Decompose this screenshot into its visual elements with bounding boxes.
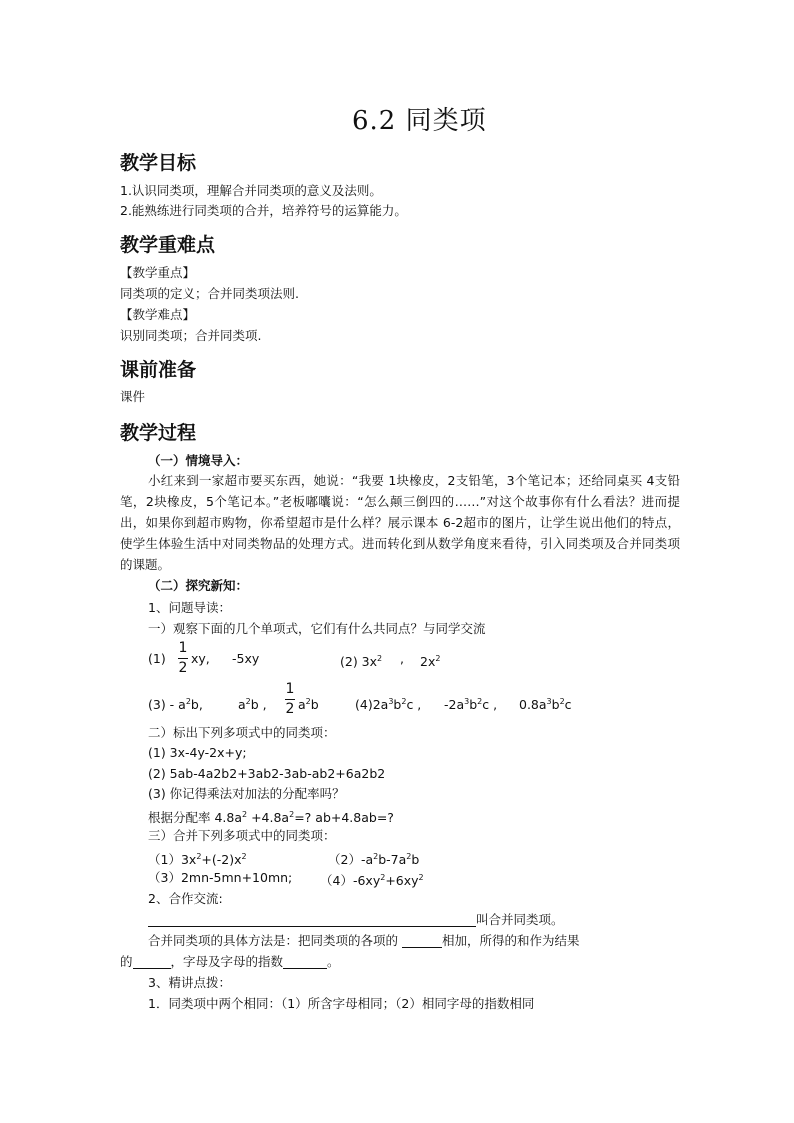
question-2-item-4: 根据分配率 $4.8a^2 +4.8a^2=$? ab+4.8ab=? xyxy=(148,810,394,825)
question-2-item-1: (1) 3x-4y-2x+y; xyxy=(148,745,247,760)
fraction-1-denominator: 2 xyxy=(178,660,188,676)
fill-blank-result[interactable] xyxy=(133,954,171,969)
row1-separator: , xyxy=(400,651,404,666)
cooperation-title: 2、合作交流: xyxy=(148,891,223,906)
difficulty-text: 识别同类项；合并同类项. xyxy=(120,328,262,343)
goal-item-2: 2.能熟练进行同类项的合并，培养符号的运算能力。 xyxy=(120,203,407,218)
tips-title: 3、精讲点拨： xyxy=(148,975,231,990)
row1-term-c: (2) $3x^2$ xyxy=(340,654,383,669)
focus-text: 同类项的定义；合并同类项法则. xyxy=(120,286,299,301)
keypoints-heading: 教学重难点 xyxy=(120,234,216,256)
fraction-1-numerator: 1 xyxy=(178,640,188,656)
row1-term-a: xy, xyxy=(191,651,210,666)
fill-blank-definition[interactable] xyxy=(148,912,476,927)
prep-heading: 课前准备 xyxy=(120,359,197,381)
question-3: 三）合并下列多项式中的同类项： xyxy=(148,828,336,843)
question-2: 二）标出下列多项式中的同类项： xyxy=(148,725,336,740)
cooperation-blank-line: 叫合并同类项。 xyxy=(148,911,564,929)
row2-term-c: $a^2b$ xyxy=(298,697,319,712)
prep-text: 课件 xyxy=(120,389,146,404)
tips-item-1: 1．同类项中两个相同：（1）所含字母相同；（2）相同字母的指数相同 xyxy=(148,996,535,1011)
row1-term-d: $2x^2$ xyxy=(420,654,441,669)
row1-prefix: (1) xyxy=(148,651,166,666)
row2-term-f: $0.8a^3b^2c$ xyxy=(519,697,572,712)
focus-label: 【教学重点】 xyxy=(120,265,196,280)
row2-term-b: $a^2b$ , xyxy=(238,697,267,712)
difficulty-label: 【教学难点】 xyxy=(120,307,196,322)
fraction-2-bar xyxy=(285,699,295,700)
fill-blank-coefficient[interactable] xyxy=(402,933,442,948)
row2-term-e: $-2a^3b^2c$ , xyxy=(444,697,498,712)
part1-paragraph: 小红来到一家超市要买东西，她说：“我要 1块橡皮，2支铅笔，3个笔记本；还给同桌买 4支铅笔，2块橡皮，5个笔记本。”老板嘟囔说：“怎么颠三倒四的……”对这个故事你有什么看法？进而提出，如果你到超市购物，你希望超市是什么样？展示课本 6-2超市的图片，让学生说出他们的特点，使学生体验生活中对同类物品的处理方式。进而转化到从数学角度来看待，引入同类项及合并同类项的课题。 xyxy=(120,473,680,572)
question-3-item-4: $(4)-6xy^2+6xy^2$ xyxy=(320,873,424,888)
question-2-item-2: (2) 5ab-4a2b2+3ab2-3ab-ab2+6a2b2 xyxy=(148,766,386,781)
question-3-item-3: （3）2mn-5mn+10mn; xyxy=(148,870,293,885)
fraction-1-bar xyxy=(178,658,188,659)
question-3-item-1: $(1)3x^2+(-2)x^2$ xyxy=(148,852,247,867)
fraction-2-numerator: 1 xyxy=(285,681,295,697)
goals-heading: 教学目标 xyxy=(120,152,197,174)
row2-term-a: $(3) - a^2b$, xyxy=(148,697,203,712)
question-3-item-2: $(2)-a^2b-7a^2b$ xyxy=(328,852,420,867)
page-title: 6.2 同类项 xyxy=(352,106,487,136)
question-1: 一）观察下面的几个单项式，它们有什么共同点？与同学交流 xyxy=(148,621,486,636)
cooperation-method-line1: 合并同类项的具体方法是：把同类项的各项的 相加，所得的和作为结果 xyxy=(148,933,580,948)
row2-term-d: $(4)2a^3b^2c$ , xyxy=(355,697,422,712)
fill-blank-exponent[interactable] xyxy=(283,954,327,969)
goal-item-1: 1.认识同类项，理解合并同类项的意义及法则。 xyxy=(120,183,382,198)
question-2-item-3: (3) 你记得乘法对加法的分配率吗？ xyxy=(148,786,345,801)
cooperation-method-line2: 的 ，字母及字母的指数 。 xyxy=(120,954,340,969)
part1-label: （一）情境导入： xyxy=(148,453,249,468)
row1-term-b: -5xy xyxy=(232,651,260,666)
process-heading: 教学过程 xyxy=(120,422,197,444)
part2-label: （二）探究新知： xyxy=(148,578,249,593)
fraction-2-denominator: 2 xyxy=(285,701,295,717)
question-guide-title: 1、问题导读： xyxy=(148,600,231,615)
